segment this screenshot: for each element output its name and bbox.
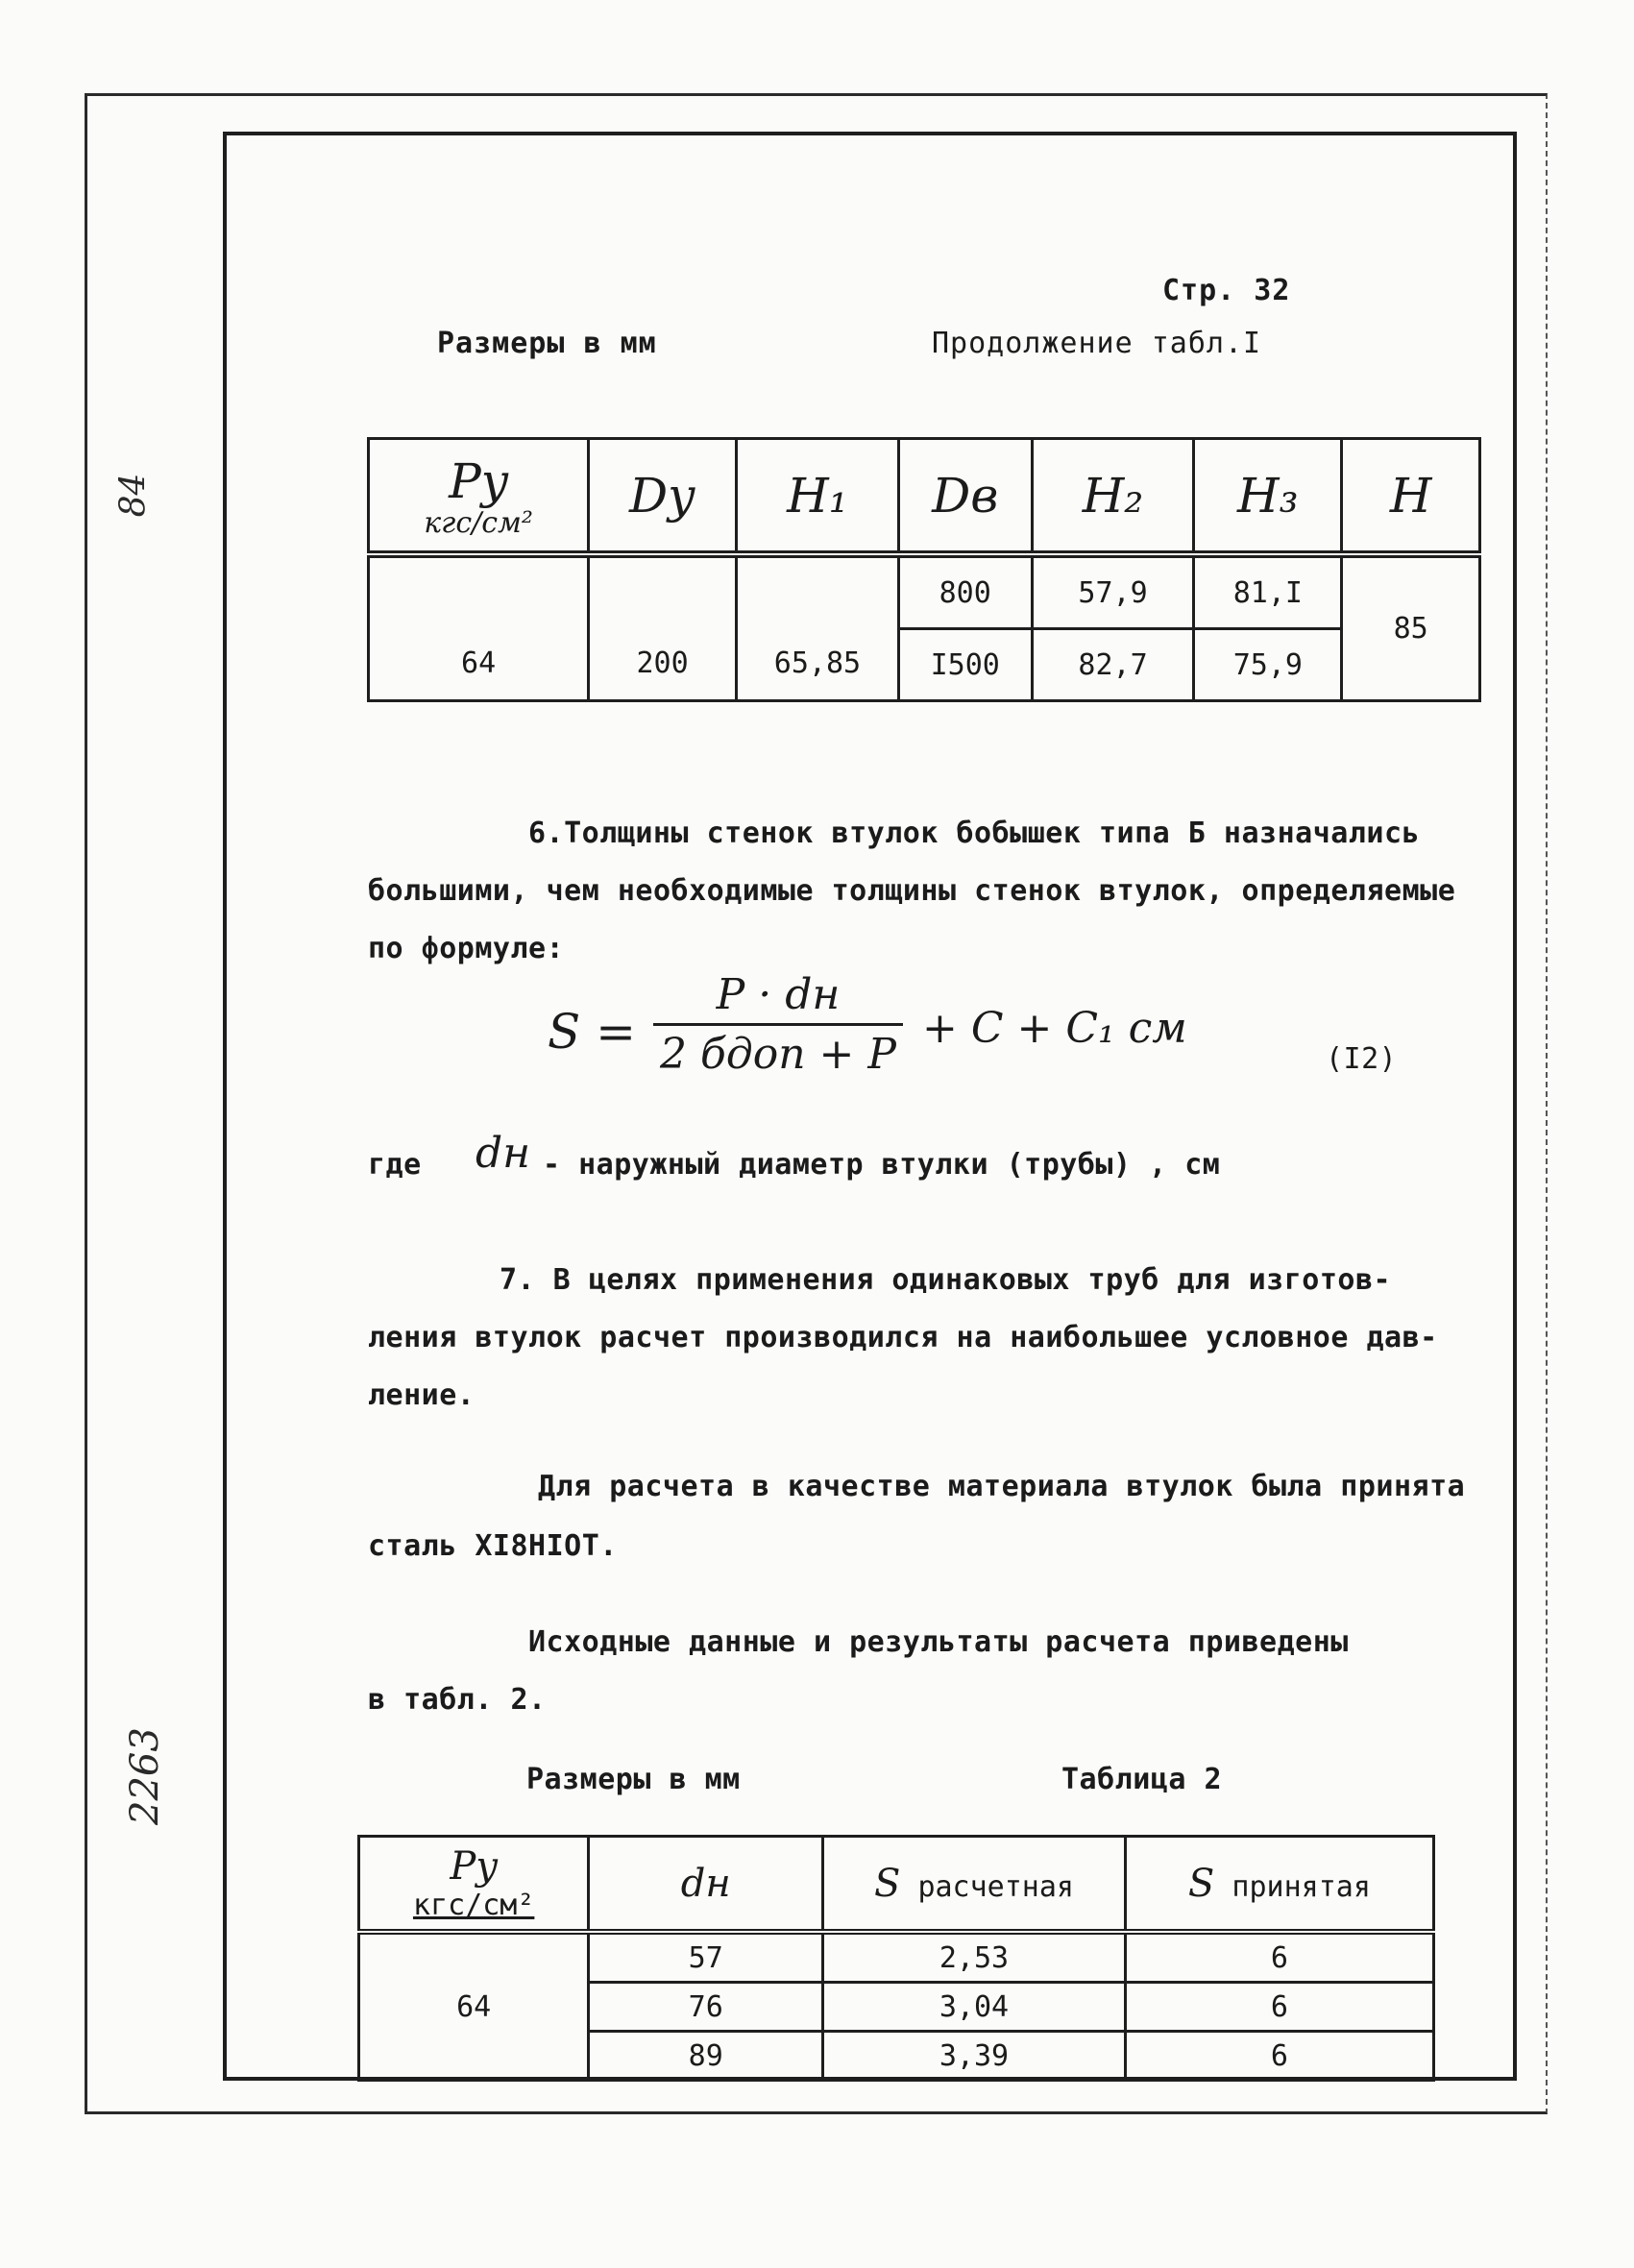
- table-continuation-label: Продолжение табл.I: [932, 327, 1262, 360]
- header-h1: H₁: [736, 439, 898, 555]
- header-s-calculated: [823, 1837, 1126, 1933]
- header-s-accepted: [1125, 1837, 1433, 1933]
- header-dv: Dв: [898, 439, 1032, 555]
- cell-h3: 75,9: [1194, 629, 1342, 701]
- where-label: где: [368, 1148, 422, 1182]
- formula-rhs: + C + C₁ см: [922, 1004, 1187, 1053]
- paragraph-6-line-1: 6.Толщины стенок втулок бобышек типа Б назначались: [528, 817, 1421, 850]
- document-number: 2263: [123, 1727, 167, 1825]
- table-2-row: [359, 1932, 1434, 1983]
- header-h3: H₃: [1194, 439, 1342, 555]
- paragraph-8-line-1: Для расчета в качестве материала втулок была принята: [538, 1470, 1466, 1503]
- header-s-label: принятая: [1232, 1869, 1371, 1904]
- table-2-title: Таблица 2: [1061, 1763, 1223, 1796]
- header-h2: H₂: [1032, 439, 1194, 555]
- header-py-symbol: Py: [449, 452, 509, 509]
- paragraph-6-line-2: большими, чем необходимые толщины стенок втулок, определяемые: [368, 874, 1456, 908]
- cell-s-calculated: 2,53: [823, 1932, 1126, 1983]
- table-2-header-row: [359, 1837, 1434, 1933]
- cell-dv: I500: [898, 629, 1032, 701]
- cell-s-calculated: 3,39: [823, 2032, 1126, 2081]
- page-mark: 84: [113, 473, 154, 518]
- header-py: [359, 1837, 589, 1933]
- cell-py: 64: [359, 1932, 589, 2081]
- cell-s-accepted: 6: [1125, 1983, 1433, 2032]
- cell-h3: 81,I: [1194, 554, 1342, 629]
- header-s-symbol: S: [873, 1861, 901, 1906]
- paragraph-6-line-3: по формуле:: [368, 932, 565, 965]
- table-1-row: [369, 554, 1480, 629]
- cell-s-accepted: 6: [1125, 1932, 1433, 1983]
- where-description: - наружный диаметр втулки (трубы) , см: [543, 1148, 1221, 1182]
- cell-s-calculated: 3,04: [823, 1983, 1126, 2032]
- paragraph-7-line-2: ления втулок расчет производился на наибольшее условное дав-: [368, 1321, 1438, 1354]
- cell-h2: 57,9: [1032, 554, 1194, 629]
- table-2: [357, 1835, 1435, 2082]
- header-du: Dу: [589, 439, 737, 555]
- header-s-symbol: S: [1187, 1861, 1215, 1906]
- paragraph-7-line-1: 7. В целях применения одинаковых труб для изготов-: [500, 1263, 1392, 1297]
- cell-h2: 82,7: [1032, 629, 1194, 701]
- header-dn-symbol: dн: [680, 1861, 731, 1906]
- paragraph-8-line-2: сталь XI8HIOT.: [368, 1529, 618, 1563]
- header-py-unit: кгс/см²: [424, 505, 533, 540]
- cell-dn: 76: [589, 1983, 823, 2032]
- units-label-2: Размеры в мм: [526, 1763, 741, 1796]
- inner-page-frame: [223, 132, 1517, 2081]
- paragraph-7-line-3: ление.: [368, 1378, 476, 1412]
- cell-du: 200: [589, 554, 737, 701]
- formula-lhs: S =: [548, 1004, 637, 1060]
- formula-denominator: 2 бдоп + P: [660, 1030, 896, 1079]
- cell-dn: 57: [589, 1932, 823, 1983]
- header-py-unit: кгс/см²: [412, 1889, 535, 1922]
- paragraph-9-line-1: Исходные данные и результаты расчета приведены: [528, 1625, 1349, 1659]
- header-py-symbol: Py: [450, 1844, 498, 1889]
- page-number: Стр. 32: [1162, 274, 1291, 307]
- formula-fraction: [653, 970, 903, 1079]
- formula-numerator: P · dн: [653, 970, 903, 1026]
- cell-h1: 65,85: [736, 554, 898, 701]
- header-py: [369, 439, 589, 555]
- header-s-label: расчетная: [917, 1869, 1074, 1904]
- units-label: Размеры в мм: [437, 327, 657, 360]
- cell-py: 64: [369, 554, 589, 701]
- table-1-header-row: [369, 439, 1480, 555]
- paragraph-9-line-2: в табл. 2.: [368, 1683, 547, 1717]
- cell-dn: 89: [589, 2032, 823, 2081]
- formula-number: (I2): [1326, 1042, 1398, 1076]
- table-1-continuation: [367, 437, 1481, 702]
- cell-dv: 800: [898, 554, 1032, 629]
- where-symbol: dн: [476, 1129, 531, 1178]
- cell-s-accepted: 6: [1125, 2032, 1433, 2081]
- header-h: H: [1342, 439, 1480, 555]
- cell-h: 85: [1342, 554, 1480, 701]
- header-dn: [589, 1837, 823, 1933]
